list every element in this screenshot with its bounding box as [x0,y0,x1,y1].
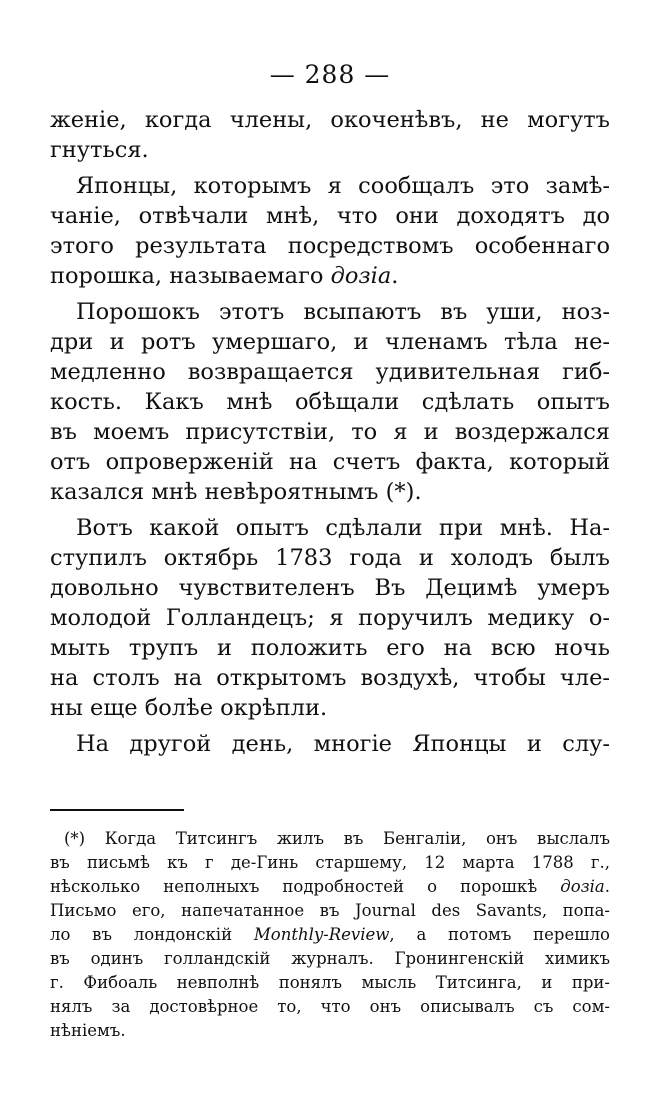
main-text [50,105,610,759]
text-line: на столъ на открытомъ воздухѣ, чтобы чле- [50,665,610,691]
text-line: мыть трупъ и положить его на всю ночь [50,635,610,661]
text-line: чаніе, отвѣчали мнѣ, что они доходятъ до [50,203,610,229]
paragraph-4 [50,513,610,723]
text-line: гнуться. [50,137,149,163]
text-line: довольно чувствителенъ Въ Децимѣ умеръ [50,575,610,601]
footnote-line [50,923,610,947]
text-line: ступилъ октябрь 1783 года и холодъ былъ [50,545,610,571]
text-line: Вотъ какой опытъ сдѣлали при мнѣ. На- [76,515,610,541]
text-line: Японцы, которымъ я сообщалъ это замѣ- [76,173,610,199]
footnote-line: нѣніемъ. [50,1021,126,1040]
paragraph-5 [50,729,610,759]
text-line: казался мнѣ невѣроятнымъ (*). [50,479,422,505]
footnote-line: въ письмѣ къ г де-Гинь старшему, 12 марта 1788 г., [50,853,610,872]
footnote-divider [50,809,184,811]
text-line: этого результата посредствомъ особеннаго [50,233,610,259]
paragraph-3 [50,297,610,507]
text-line: медленно возвращается удивительная гиб- [50,359,610,385]
journal-title: Journal des Savants [355,901,542,920]
text-line: отъ опроверженій на счетъ факта, который [50,449,610,475]
paragraph-2 [50,171,610,291]
text-segment: нѣсколько неполныхъ подробностей о порошкѣ [50,877,561,896]
footnote [50,827,610,1043]
footnote-line: г. Фибоаль невполнѣ понялъ мысль Титсинга, и при- [50,973,610,992]
page-number: — 288 — [269,60,391,89]
italic-term: дозіа [330,263,392,289]
text-segment: порошка, называемаго [50,263,331,289]
text-segment: . [391,263,399,289]
text-line: женіе, когда члены, окоченѣвъ, не могутъ [50,107,610,133]
text-line: кость. Какъ мнѣ обѣщали сдѣлать опытъ [50,389,610,415]
text-segment: . [604,877,610,896]
footnote-line: (*) Когда Титсингъ жилъ въ Бенгаліи, онъ выслалъ [64,829,610,848]
text-line: молодой Голландецъ; я поручилъ медику о- [50,605,610,631]
footnote-line: нялъ за достовѣрное то, что онъ описывалъ съ сом- [50,997,610,1016]
text-line: Порошокъ этотъ всыпаютъ въ уши, ноз- [76,299,610,325]
footnote-line [50,899,610,923]
text-segment: , а потомъ перешло [389,925,610,944]
text-segment: , попа- [541,901,610,920]
text-segment: Письмо его, напечатанное въ [50,901,356,920]
paragraph-1 [50,105,610,165]
text-line [50,261,610,291]
text-line: На другой день, многіе Японцы и слу- [76,731,610,757]
italic-term: дозіа [560,877,605,896]
text-segment: ло въ лондонскій [50,925,254,944]
footnote-line: въ одинъ голландскій журналъ. Гронингенскій химикъ [50,949,610,968]
text-line: дри и ротъ умершаго, и членамъ тѣла не- [50,329,610,355]
footnote-line [50,875,610,899]
book-page [50,60,610,1043]
italic-term: Monthly-Review [253,925,390,944]
text-line: въ моемъ присутствіи, то я и воздержался [50,419,610,445]
text-line: ны еще болѣе окрѣпли. [50,695,328,721]
